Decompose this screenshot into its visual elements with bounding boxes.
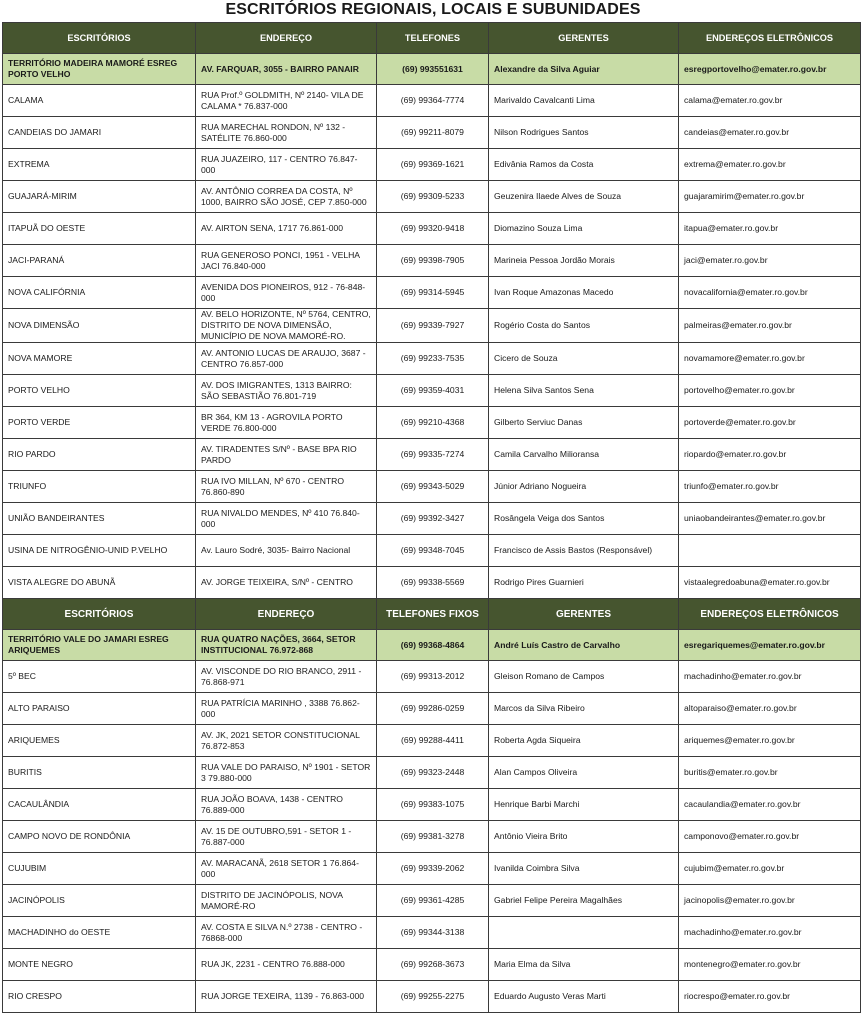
region-email[interactable]: esregariquemes@emater.ro.gov.br: [679, 630, 861, 661]
office-cell: JACI-PARANÁ: [3, 245, 196, 277]
office-cell: VISTA ALEGRE DO ABUNÃ: [3, 567, 196, 599]
manager-cell: Eduardo Augusto Veras Marti: [489, 981, 679, 1013]
office-cell: BURITIS: [3, 757, 196, 789]
manager-cell: Francisco de Assis Bastos (Responsável): [489, 535, 679, 567]
email-cell[interactable]: novacalifornia@emater.ro.gov.br: [679, 277, 861, 309]
address-cell: AV. ANTONIO LUCAS DE ARAUJO, 3687 - CENTRO 76.857-000: [196, 343, 377, 375]
address-cell: AV. 15 DE OUTUBRO,591 - SETOR 1 - 76.887-000: [196, 821, 377, 853]
phone-cell: (69) 99313-2012: [377, 661, 489, 693]
address-cell: BR 364, KM 13 - AGROVILA PORTO VERDE 76.800-000: [196, 407, 377, 439]
manager-cell: Marcos da Silva Ribeiro: [489, 693, 679, 725]
header-emails: ENDEREÇOS ELETRÔNICOS: [679, 599, 861, 630]
manager-cell: Henrique Barbi Marchi: [489, 789, 679, 821]
office-cell: JACINÓPOLIS: [3, 885, 196, 917]
address-cell: AV. MARACANÃ, 2618 SETOR 1 76.864-000: [196, 853, 377, 885]
manager-cell: Roberta Agda Siqueira: [489, 725, 679, 757]
manager-cell: Rogério Costa do Santos: [489, 309, 679, 343]
header-offices: ESCRITÓRIOS: [3, 599, 196, 630]
office-cell: USINA DE NITROGÊNIO-UNID P.VELHO: [3, 535, 196, 567]
office-cell: MONTE NEGRO: [3, 949, 196, 981]
office-cell: CANDEIAS DO JAMARI: [3, 117, 196, 149]
table-row: [3, 245, 861, 277]
phone-cell: (69) 99320-9418: [377, 213, 489, 245]
email-cell[interactable]: vistaalegredoabuna@emater.ro.gov.br: [679, 567, 861, 599]
phone-cell: (69) 99211-8079: [377, 117, 489, 149]
table-row: [3, 661, 861, 693]
manager-cell: Ivanilda Coimbra Silva: [489, 853, 679, 885]
manager-cell: Cicero de Souza: [489, 343, 679, 375]
phone-cell: (69) 99335-7274: [377, 439, 489, 471]
address-cell: AV. JORGE TEIXEIRA, S/Nº - CENTRO: [196, 567, 377, 599]
office-cell: RIO PARDO: [3, 439, 196, 471]
address-cell: AV. AIRTON SENA, 1717 76.861-000: [196, 213, 377, 245]
office-cell: CACAULÂNDIA: [3, 789, 196, 821]
phone-cell: (69) 99268-3673: [377, 949, 489, 981]
manager-cell: Ivan Roque Amazonas Macedo: [489, 277, 679, 309]
table-row: [3, 439, 861, 471]
email-cell[interactable]: riocrespo@emater.ro.gov.br: [679, 981, 861, 1013]
address-cell: RUA JUAZEIRO, 117 - CENTRO 76.847-000: [196, 149, 377, 181]
header-address: ENDEREÇO: [196, 599, 377, 630]
table-row: [3, 375, 861, 407]
table-row: [3, 725, 861, 757]
phone-cell: (69) 99359-4031: [377, 375, 489, 407]
email-cell[interactable]: jaci@emater.ro.gov.br: [679, 245, 861, 277]
header-managers: GERENTES: [489, 23, 679, 54]
email-cell[interactable]: calama@emater.ro.gov.br: [679, 85, 861, 117]
office-cell: EXTREMA: [3, 149, 196, 181]
phone-cell: (69) 99383-1075: [377, 789, 489, 821]
phone-cell: (69) 99314-5945: [377, 277, 489, 309]
table-header-row: [3, 599, 861, 630]
phone-cell: (69) 99255-2275: [377, 981, 489, 1013]
phone-cell: (69) 99210-4368: [377, 407, 489, 439]
email-cell[interactable]: guajaramirim@emater.ro.gov.br: [679, 181, 861, 213]
table-row: [3, 407, 861, 439]
office-cell: PORTO VERDE: [3, 407, 196, 439]
address-cell: RUA JOÃO BOAVA, 1438 - CENTRO 76.889-000: [196, 789, 377, 821]
manager-cell: Nilson Rodrigues Santos: [489, 117, 679, 149]
region-phone: (69) 99368-4864: [377, 630, 489, 661]
address-cell: AV. TIRADENTES S/Nº - BASE BPA RIO PARDO: [196, 439, 377, 471]
region-office: TERRITÓRIO VALE DO JAMARI ESREG ARIQUEMES: [3, 630, 196, 661]
region-address: AV. FARQUAR, 3055 - BAIRRO PANAIR: [196, 54, 377, 85]
manager-cell: Gabriel Felipe Pereira Magalhães: [489, 885, 679, 917]
address-cell: RUA VALE DO PARAISO, Nº 1901 - SETOR 3 79.880-000: [196, 757, 377, 789]
region-manager: Alexandre da Silva Aguiar: [489, 54, 679, 85]
manager-cell: Antônio Vieira Brito: [489, 821, 679, 853]
address-cell: AV. COSTA E SILVA N.º 2738 - CENTRO - 76868-000: [196, 917, 377, 949]
address-cell: RUA GENEROSO PONCI, 1951 - VELHA JACI 76.840-000: [196, 245, 377, 277]
region-address: RUA QUATRO NAÇÕES, 3664, SETOR INSTITUCIONAL 76.972-868: [196, 630, 377, 661]
header-phones: TELEFONES: [377, 23, 489, 54]
manager-cell: Alan Campos Oliveira: [489, 757, 679, 789]
email-cell[interactable]: itapua@emater.ro.gov.br: [679, 213, 861, 245]
email-cell[interactable]: machadinho@emater.ro.gov.br: [679, 917, 861, 949]
phone-cell: (69) 99398-7905: [377, 245, 489, 277]
email-cell[interactable]: novamamore@emater.ro.gov.br: [679, 343, 861, 375]
manager-cell: Camila Carvalho Milioransa: [489, 439, 679, 471]
table-row: [3, 117, 861, 149]
table-row: [3, 309, 861, 343]
table-row: [3, 981, 861, 1013]
phone-cell: (69) 99343-5029: [377, 471, 489, 503]
table-row: [3, 757, 861, 789]
email-cell[interactable]: [679, 535, 861, 567]
address-cell: RUA NIVALDO MENDES, Nº 410 76.840-000: [196, 503, 377, 535]
region-phone: (69) 993551631: [377, 54, 489, 85]
office-cell: CALAMA: [3, 85, 196, 117]
page-title: ESCRITÓRIOS REGIONAIS, LOCAIS E SUBUNIDADES: [225, 1, 641, 18]
table-row: [3, 821, 861, 853]
office-cell: CAMPO NOVO DE RONDÔNIA: [3, 821, 196, 853]
phone-cell: (69) 99338-5569: [377, 567, 489, 599]
address-cell: AV. DOS IMIGRANTES, 1313 BAIRRO: SÃO SEBASTIÃO 76.801-719: [196, 375, 377, 407]
address-cell: RUA JK, 2231 - CENTRO 76.888-000: [196, 949, 377, 981]
email-cell[interactable]: altoparaiso@emater.ro.gov.br: [679, 693, 861, 725]
table-row: [3, 277, 861, 309]
address-cell: AV. VISCONDE DO RIO BRANCO, 2911 - 76.868-971: [196, 661, 377, 693]
phone-cell: (69) 99381-3278: [377, 821, 489, 853]
manager-cell: Maria Elma da Silva: [489, 949, 679, 981]
office-cell: CUJUBIM: [3, 853, 196, 885]
manager-cell: Gilberto Serviuc Danas: [489, 407, 679, 439]
office-cell: GUAJARÁ-MIRIM: [3, 181, 196, 213]
phone-cell: (69) 99392-3427: [377, 503, 489, 535]
email-cell[interactable]: cacaulandia@emater.ro.gov.br: [679, 789, 861, 821]
manager-cell: Marivaldo Cavalcanti Lima: [489, 85, 679, 117]
phone-cell: (69) 99348-7045: [377, 535, 489, 567]
phone-cell: (69) 99288-4411: [377, 725, 489, 757]
office-cell: ITAPUÃ DO OESTE: [3, 213, 196, 245]
email-cell[interactable]: palmeiras@emater.ro.gov.br: [679, 309, 861, 343]
email-cell[interactable]: ariquemes@emater.ro.gov.br: [679, 725, 861, 757]
email-cell[interactable]: portovelho@emater.ro.gov.br: [679, 375, 861, 407]
region-row: [3, 630, 861, 661]
address-cell: RUA MARECHAL RONDON, Nº 132 - SATÉLITE 76.860-000: [196, 117, 377, 149]
office-cell: NOVA DIMENSÃO: [3, 309, 196, 343]
table-row: [3, 567, 861, 599]
address-cell: AVENIDA DOS PIONEIROS, 912 - 76-848-000: [196, 277, 377, 309]
email-cell[interactable]: portoverde@emater.ro.gov.br: [679, 407, 861, 439]
header-offices: ESCRITÓRIOS: [3, 23, 196, 54]
office-cell: NOVA CALIFÓRNIA: [3, 277, 196, 309]
manager-cell: [489, 917, 679, 949]
table-row: [3, 535, 861, 567]
table-row: [3, 343, 861, 375]
manager-cell: Helena Silva Santos Sena: [489, 375, 679, 407]
table-row: [3, 181, 861, 213]
address-cell: RUA JORGE TEXEIRA, 1139 - 76.863-000: [196, 981, 377, 1013]
region-office: TERRITÓRIO MADEIRA MAMORÉ ESREG PORTO VELHO: [3, 54, 196, 85]
address-cell: RUA IVO MILLAN, Nº 670 - CENTRO 76.860-890: [196, 471, 377, 503]
table-row: [3, 149, 861, 181]
address-cell: AV. BELO HORIZONTE, Nº 5764, CENTRO, DISTRITO DE NOVA DIMENSÃO, MUNICÍPIO DE NOVA MAMORÉ-RO.: [196, 309, 377, 343]
region-row: [3, 54, 861, 85]
email-cell[interactable]: machadinho@emater.ro.gov.br: [679, 661, 861, 693]
email-cell[interactable]: camponovo@emater.ro.gov.br: [679, 821, 861, 853]
phone-cell: (69) 99339-7927: [377, 309, 489, 343]
email-cell[interactable]: riopardo@emater.ro.gov.br: [679, 439, 861, 471]
office-cell: ARIQUEMES: [3, 725, 196, 757]
email-cell[interactable]: buritis@emater.ro.gov.br: [679, 757, 861, 789]
email-cell[interactable]: uniaobandeirantes@emater.ro.gov.br: [679, 503, 861, 535]
office-cell: MACHADINHO do OESTE: [3, 917, 196, 949]
header-phones: TELEFONES FIXOS: [377, 599, 489, 630]
phone-cell: (69) 99369-1621: [377, 149, 489, 181]
phone-cell: (69) 99233-7535: [377, 343, 489, 375]
email-cell[interactable]: candeias@emater.ro.gov.br: [679, 117, 861, 149]
address-cell: AV. JK, 2021 SETOR CONSTITUCIONAL 76.872-853: [196, 725, 377, 757]
region-manager: André Luís Castro de Carvalho: [489, 630, 679, 661]
phone-cell: (69) 99323-2448: [377, 757, 489, 789]
manager-cell: Rodrigo Pires Guarnieri: [489, 567, 679, 599]
email-cell[interactable]: cujubim@emater.ro.gov.br: [679, 853, 861, 885]
table-row: [3, 471, 861, 503]
address-cell: Av. Lauro Sodré, 3035- Bairro Nacional: [196, 535, 377, 567]
manager-cell: Diomazino Souza Lima: [489, 213, 679, 245]
manager-cell: Edivânia Ramos da Costa: [489, 149, 679, 181]
manager-cell: Júnior Adriano Nogueira: [489, 471, 679, 503]
table-row: [3, 789, 861, 821]
table-row: [3, 213, 861, 245]
header-managers: GERENTES: [489, 599, 679, 630]
email-cell[interactable]: jacinopolis@emater.ro.gov.br: [679, 885, 861, 917]
phone-cell: (69) 99364-7774: [377, 85, 489, 117]
table-row: [3, 503, 861, 535]
address-cell: RUA PATRÍCIA MARINHO , 3388 76.862-000: [196, 693, 377, 725]
email-cell[interactable]: extrema@emater.ro.gov.br: [679, 149, 861, 181]
office-cell: TRIUNFO: [3, 471, 196, 503]
office-cell: NOVA MAMORE: [3, 343, 196, 375]
manager-cell: Marineia Pessoa Jordão Morais: [489, 245, 679, 277]
region-email[interactable]: esregportovelho@emater.ro.gov.br: [679, 54, 861, 85]
office-cell: RIO CRESPO: [3, 981, 196, 1013]
phone-cell: (69) 99361-4285: [377, 885, 489, 917]
email-cell[interactable]: triunfo@emater.ro.gov.br: [679, 471, 861, 503]
header-emails: ENDEREÇOS ELETRÔNICOS: [679, 23, 861, 54]
regional-offices-table-madeira: [2, 22, 862, 599]
email-cell[interactable]: montenegro@emater.ro.gov.br: [679, 949, 861, 981]
phone-cell: (69) 99286-0259: [377, 693, 489, 725]
table-row: [3, 85, 861, 117]
phone-cell: (69) 99339-2062: [377, 853, 489, 885]
table-row: [3, 949, 861, 981]
phone-cell: (69) 99309-5233: [377, 181, 489, 213]
table-row: [3, 853, 861, 885]
manager-cell: Gleison Romano de Campos: [489, 661, 679, 693]
address-cell: DISTRITO DE JACINÓPOLIS, NOVA MAMORÉ-RO: [196, 885, 377, 917]
manager-cell: Geuzenira Ilaede Alves de Souza: [489, 181, 679, 213]
table-row: [3, 693, 861, 725]
address-cell: AV. ANTÔNIO CORREA DA COSTA, Nº 1000, BAIRRO SÃO JOSÉ, CEP 7.850-000: [196, 181, 377, 213]
office-cell: 5º BEC: [3, 661, 196, 693]
office-cell: PORTO VELHO: [3, 375, 196, 407]
manager-cell: Rosângela Veiga dos Santos: [489, 503, 679, 535]
regional-offices-table-jamari: [2, 598, 862, 1013]
office-cell: UNIÃO BANDEIRANTES: [3, 503, 196, 535]
phone-cell: (69) 99344-3138: [377, 917, 489, 949]
address-cell: RUA Prof.º GOLDMITH, Nº 2140- VILA DE CALAMA * 76.837-000: [196, 85, 377, 117]
table-row: [3, 885, 861, 917]
header-address: ENDEREÇO: [196, 23, 377, 54]
office-cell: ALTO PARAISO: [3, 693, 196, 725]
table-header-row: [3, 23, 861, 54]
table-row: [3, 917, 861, 949]
